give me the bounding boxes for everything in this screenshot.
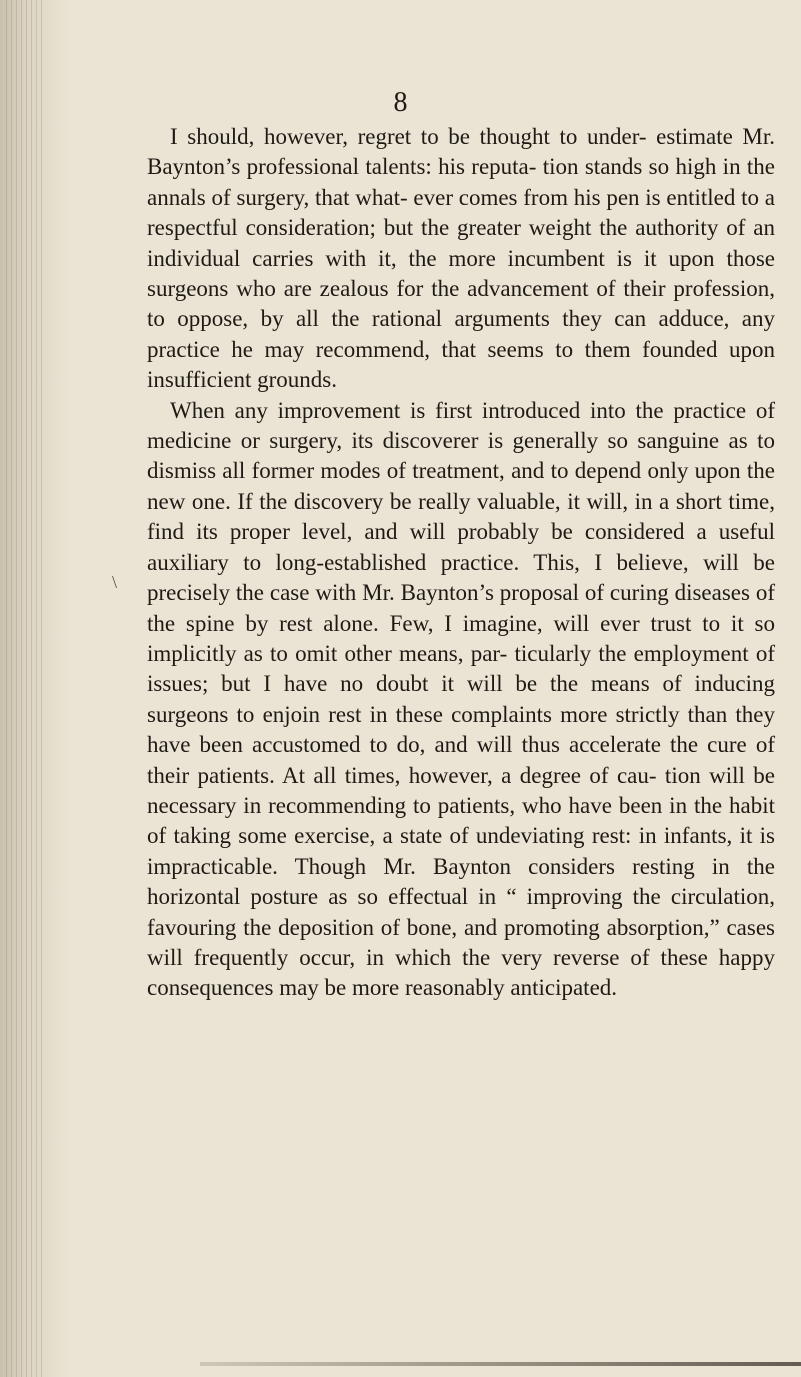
paragraph-1: I should, however, regret to be thought to under- estimate Mr. Baynton’s professional talents: his reputa- tion stands so high in the annals of surgery, that what- ever comes from his pen is entitled to a respectful consideration; but the greater weight the authority of an individual carries with it, the more incumbent is it upon those surgeons who are zealous for the advancement of their profession, to oppose, by all the rational arguments they can adduce, any practice he may recommend, that seems to them founded upon insufficient grounds. (147, 124, 775, 393)
margin-mark: \ (112, 572, 118, 592)
binding-edge (6, 0, 46, 1377)
page-number: 8 (393, 87, 408, 118)
body-text (147, 122, 775, 1004)
page-bottom-edge (200, 1362, 801, 1366)
paragraph-2: When any improvement is first introduced into the practice of medicine or surgery, its discoverer is generally so sanguine as to dismiss all former modes of treatment, and to depend only upon the new one. If the discovery be really valuable, it will, in a short time, find its proper level, and will probably be considered a useful auxiliary to long-established practice. This, I believe, will be precisely the case with Mr. Baynton’s proposal of curing diseases of the spine by rest alone. Few, I imagine, will ever trust to it so implicitly as to omit other means, par- ticularly the employment of issues; but I have no doubt it will be the means of inducing surgeons to enjoin rest in these complaints more strictly than they have been accustomed to do, and will thus accelerate the cure of their patients. At all times, however, a degree of cau- tion will be necessary in recommending to patients, who have been in the habit of taking some exercise, a state of undeviating rest: in infants, it is impracticable. Though Mr. Baynton considers resting in the horizontal posture as so effectual in “ improving the circulation, favouring the deposition of bone, and promoting absorption,” cases will frequently occur, in which the very reverse of these happy consequences may be more reasonably anticipated. (147, 397, 775, 1001)
